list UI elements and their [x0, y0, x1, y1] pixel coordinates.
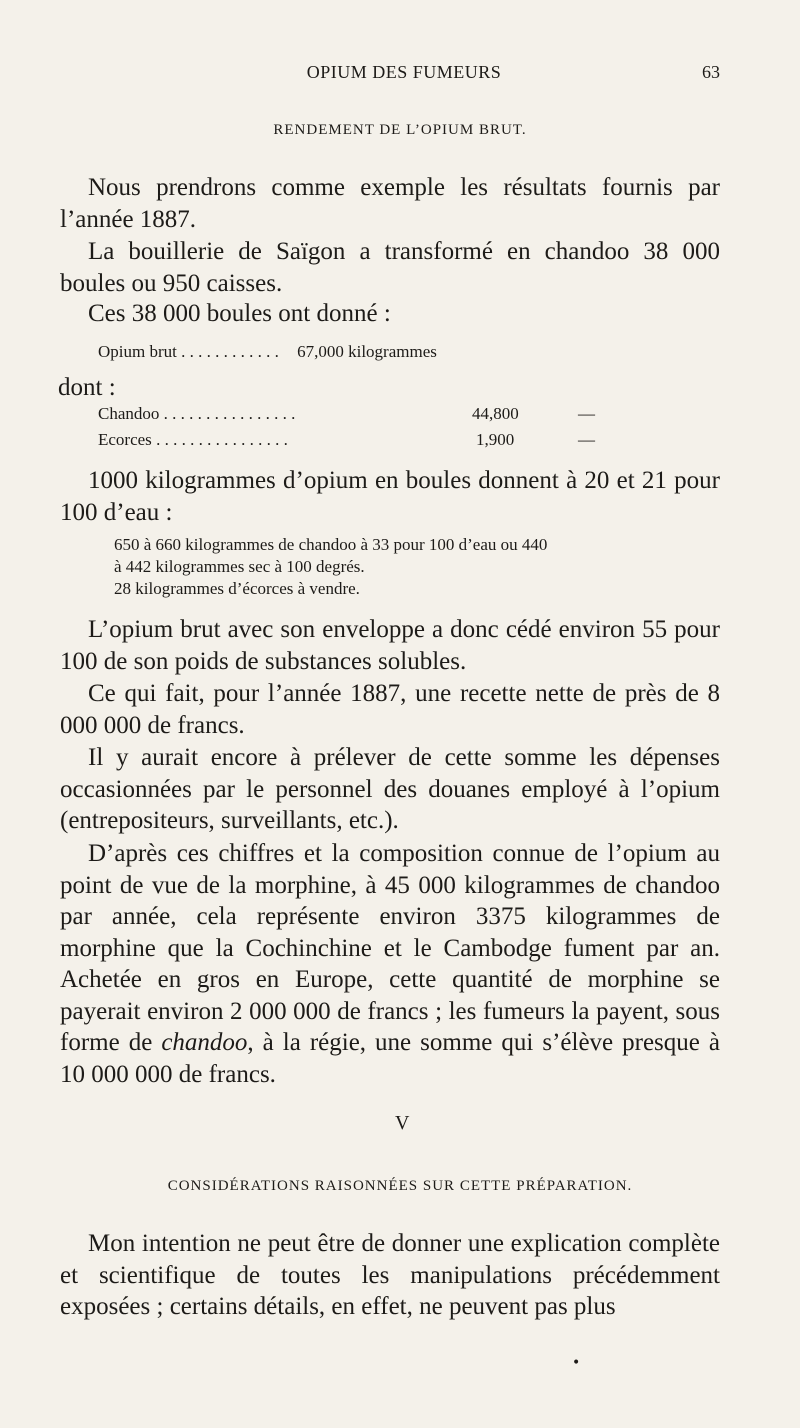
leader-dots: . . . . . . . . . . . . . . . .	[163, 404, 296, 423]
running-header	[88, 62, 720, 92]
paragraph-recette: Ce qui fait, pour l’année 1887, une recette nette de près de 8 000 000 de francs.	[60, 680, 720, 739]
page-number: 63	[702, 62, 720, 82]
row-unit: —	[578, 404, 595, 423]
text-run: , à la régie, une somme qui s’élève presque à 10 000 000 de francs.	[60, 1029, 720, 1088]
breakdown-note	[114, 534, 674, 600]
row-label: Opium brut	[98, 342, 177, 361]
table-row-ecorces	[98, 430, 598, 450]
breakdown-line: 28 kilogrammes d’écorces à vendre.	[114, 579, 360, 598]
leader-dots: . . . . . . . . . . . .	[181, 342, 279, 361]
paragraph-kilogrammes: 1000 kilogrammes d’opium en boules donnent à 20 et 21 pour 100 d’eau :	[60, 467, 720, 526]
row-unit: —	[578, 430, 595, 449]
text-run: D’après ces chiffres et la composition connue de l’opium au point de vue de la morphine, à 45 000 kilogrammes de chandoo par année, cela représente environ 3375 kilogrammes de morphine que la Cochinchine et le Cambodge fument par an. Achetée en gros en Europe, cette quantité de morphine se payerait environ 2 000 000 de francs ; les fumeurs la payent, sous forme de	[60, 840, 720, 1056]
running-title: OPIUM DES FUMEURS	[306, 62, 502, 82]
paragraph-depenses: Il y aurait encore à prélever de cette somme les dépenses occasionnées par le personnel des douanes employé à l’opium (entrepositeurs, surveillants, etc.).	[60, 744, 720, 834]
section-heading-rendement: RENDEMENT DE L’OPIUM BRUT.	[273, 122, 527, 138]
label-dont: dont :	[58, 374, 116, 401]
emphasis-chandoo: chandoo	[161, 1029, 248, 1056]
row-value: 1,900	[476, 430, 515, 449]
section-number: V	[395, 1112, 410, 1134]
row-label: Chandoo	[98, 404, 160, 423]
table-row-chandoo	[98, 404, 598, 424]
row-value: 67,000 kilogrammes	[297, 342, 437, 361]
table-row-opium-brut	[98, 342, 437, 362]
row-label: Ecorces	[98, 430, 152, 449]
paragraph-boules: Ces 38 000 boules ont donné :	[88, 300, 391, 327]
paragraph-intention: Mon intention ne peut être de donner une explication complète et scientifique de toutes les manipulations précédemment exposées ; certains détails, en effet, ne peuvent pas plus	[60, 1230, 720, 1320]
row-value: 44,800	[472, 404, 519, 423]
breakdown-line: 650 à 660 kilogrammes de chandoo à 33 pour 100 d’eau ou 440	[114, 535, 548, 554]
leader-dots: . . . . . . . . . . . . . . . .	[156, 430, 288, 449]
paragraph-morphine	[60, 838, 720, 1090]
paragraph-bouillerie: La bouillerie de Saïgon a transformé en chandoo 38 000 boules ou 950 caisses.	[60, 238, 720, 297]
section-heading-considerations: CONSIDÉRATIONS RAISONNÉES SUR CETTE PRÉPARATION.	[167, 1178, 633, 1194]
breakdown-line: à 442 kilogrammes sec à 100 degrés.	[114, 557, 365, 576]
ink-spot: •	[572, 1355, 581, 1371]
paragraph-year: Nous prendrons comme exemple les résultats fournis par l’année 1887.	[60, 174, 720, 233]
paragraph-opium-brut: L’opium brut avec son enveloppe a donc cédé environ 55 pour 100 de son poids de substances solubles.	[60, 616, 720, 675]
